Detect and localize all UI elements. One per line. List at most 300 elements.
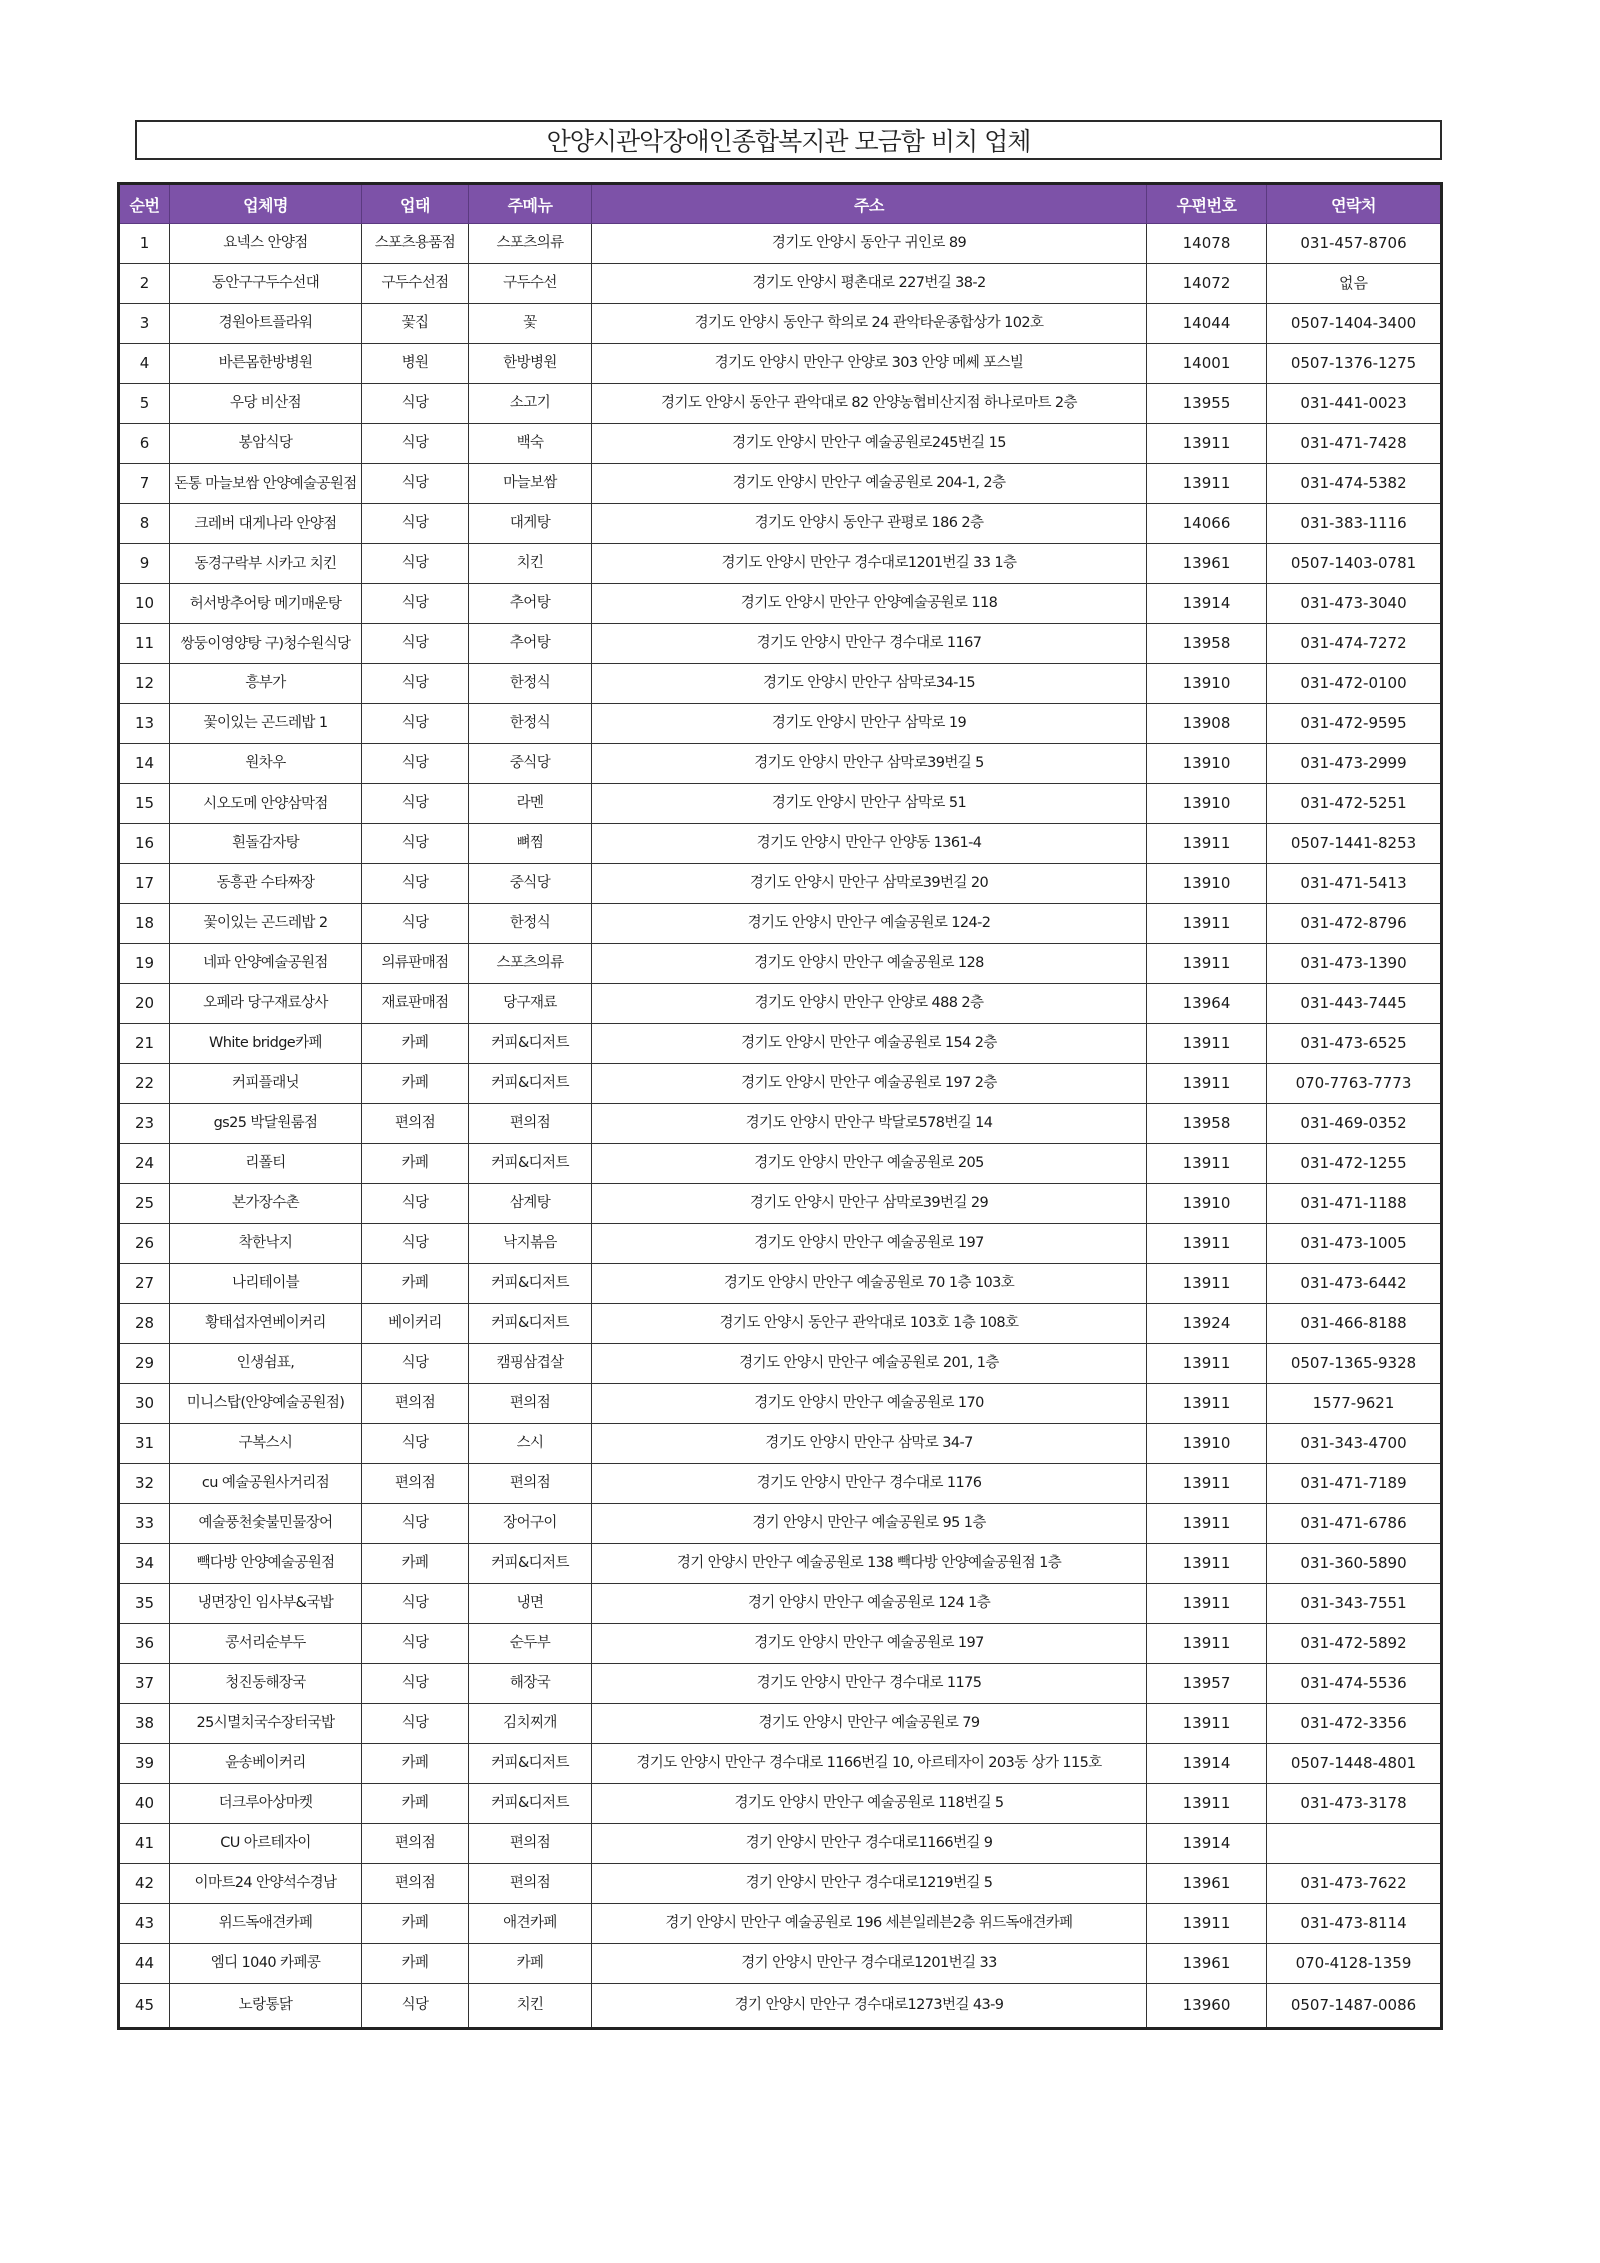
cell-menu: 순두부 [469,1624,592,1664]
table-row [119,264,1442,304]
cell-zip: 14066 [1147,504,1267,544]
cell-address: 경기도 안양시 만안구 예술공원로 205 [592,1144,1147,1184]
cell-type: 식당 [362,624,469,664]
cell-phone: 031-383-1116 [1267,504,1442,544]
document-title: 안양시관악장애인종합복지관 모금함 비치 업체 [135,120,1442,160]
cell-address: 경기도 안양시 만안구 삼막로39번길 5 [592,744,1147,784]
cell-name: 흥부가 [170,664,362,704]
cell-no: 6 [119,424,170,464]
cell-type: 구두수선점 [362,264,469,304]
cell-address: 경기 안양시 만안구 경수대로1273번길 43-9 [592,1984,1147,2029]
cell-type: 베이커리 [362,1304,469,1344]
cell-no: 4 [119,344,170,384]
cell-type: 식당 [362,464,469,504]
cell-address: 경기 안양시 만안구 예술공원로 196 세븐일레븐2층 위드독애견카페 [592,1904,1147,1944]
cell-phone: 031-360-5890 [1267,1544,1442,1584]
cell-phone: 031-472-0100 [1267,664,1442,704]
cell-address: 경기도 안양시 만안구 예술공원로 154 2층 [592,1024,1147,1064]
cell-no: 12 [119,664,170,704]
cell-address: 경기도 안양시 만안구 예술공원로 118번길 5 [592,1784,1147,1824]
table-row [119,1624,1442,1664]
cell-phone: 031-471-7189 [1267,1464,1442,1504]
table-row [119,1744,1442,1784]
cell-type: 식당 [362,584,469,624]
cell-phone: 031-473-6442 [1267,1264,1442,1304]
cell-type: 식당 [362,1624,469,1664]
cell-menu: 라멘 [469,784,592,824]
cell-menu: 커피&디저트 [469,1264,592,1304]
cell-no: 15 [119,784,170,824]
cell-name: 동경구락부 시카고 치킨 [170,544,362,584]
cell-zip: 13914 [1147,1744,1267,1784]
cell-no: 41 [119,1824,170,1864]
cell-address: 경기도 안양시 만안구 예술공원로 201, 1층 [592,1344,1147,1384]
cell-type: 편의점 [362,1824,469,1864]
cell-name: 동안구구두수선대 [170,264,362,304]
cell-phone: 없음 [1267,264,1442,304]
cell-menu: 커피&디저트 [469,1784,592,1824]
cell-address: 경기도 안양시 만안구 예술공원로 128 [592,944,1147,984]
table-row [119,704,1442,744]
table-row [119,744,1442,784]
cell-name: 우당 비산점 [170,384,362,424]
cell-type: 카페 [362,1064,469,1104]
cell-type: 병원 [362,344,469,384]
cell-address: 경기도 안양시 만안구 안양동 1361-4 [592,824,1147,864]
table-row [119,1864,1442,1904]
cell-phone: 0507-1403-0781 [1267,544,1442,584]
cell-address: 경기도 안양시 만안구 안양로 488 2층 [592,984,1147,1024]
column-header-zip: 우편번호 [1147,184,1267,224]
cell-type: 식당 [362,1424,469,1464]
cell-zip: 13911 [1147,1704,1267,1744]
cell-zip: 13958 [1147,1104,1267,1144]
cell-zip: 13911 [1147,424,1267,464]
table-row [119,1904,1442,1944]
column-header-phone: 연락처 [1267,184,1442,224]
cell-zip: 13911 [1147,1784,1267,1824]
cell-type: 편의점 [362,1864,469,1904]
cell-zip: 13911 [1147,1464,1267,1504]
cell-name: 리폴티 [170,1144,362,1184]
cell-menu: 커피&디저트 [469,1544,592,1584]
table-row [119,1504,1442,1544]
cell-phone: 031-474-5536 [1267,1664,1442,1704]
cell-type: 카페 [362,1944,469,1984]
cell-zip: 13910 [1147,1424,1267,1464]
cell-no: 19 [119,944,170,984]
cell-name: 미니스탑(안양예술공원점) [170,1384,362,1424]
cell-menu: 구두수선 [469,264,592,304]
cell-phone: 0507-1441-8253 [1267,824,1442,864]
cell-phone: 0507-1404-3400 [1267,304,1442,344]
cell-menu: 편의점 [469,1864,592,1904]
cell-type: 식당 [362,824,469,864]
cell-no: 42 [119,1864,170,1904]
cell-type: 식당 [362,864,469,904]
cell-menu: 치킨 [469,1984,592,2029]
cell-type: 스포츠용품점 [362,224,469,264]
table-row [119,1304,1442,1344]
cell-name: 크레버 대게나라 안양점 [170,504,362,544]
cell-address: 경기도 안양시 동안구 학의로 24 관악타운종합상가 102호 [592,304,1147,344]
cell-phone: 031-466-8188 [1267,1304,1442,1344]
table-row [119,424,1442,464]
table-header-row [119,184,1442,224]
cell-name: 구복스시 [170,1424,362,1464]
cell-zip: 13908 [1147,704,1267,744]
cell-phone: 031-473-7622 [1267,1864,1442,1904]
cell-phone: 031-472-5251 [1267,784,1442,824]
cell-address: 경기도 안양시 만안구 삼막로 51 [592,784,1147,824]
cell-address: 경기도 안양시 만안구 삼막로39번길 20 [592,864,1147,904]
cell-menu: 스시 [469,1424,592,1464]
cell-menu: 커피&디저트 [469,1064,592,1104]
cell-name: 빽다방 안양예술공원점 [170,1544,362,1584]
cell-phone: 031-474-5382 [1267,464,1442,504]
cell-no: 20 [119,984,170,1024]
cell-address: 경기도 안양시 만안구 예술공원로 170 [592,1384,1147,1424]
table-row [119,344,1442,384]
cell-type: 재료판매점 [362,984,469,1024]
cell-name: 꽃이있는 곤드레밥 2 [170,904,362,944]
table-row [119,224,1442,264]
cell-no: 36 [119,1624,170,1664]
cell-name: 엠디 1040 카페콩 [170,1944,362,1984]
table-row [119,1824,1442,1864]
cell-menu: 편의점 [469,1824,592,1864]
cell-menu: 애견카페 [469,1904,592,1944]
cell-no: 14 [119,744,170,784]
table-row [119,304,1442,344]
cell-zip: 13911 [1147,1624,1267,1664]
cell-no: 7 [119,464,170,504]
table-row [119,944,1442,984]
vendor-table [117,182,1443,2030]
cell-address: 경기도 안양시 만안구 예술공원로 197 [592,1224,1147,1264]
cell-type: 식당 [362,784,469,824]
cell-type: 의류판매점 [362,944,469,984]
cell-name: 요넥스 안양점 [170,224,362,264]
cell-no: 39 [119,1744,170,1784]
table-row [119,1984,1442,2029]
cell-phone: 0507-1365-9328 [1267,1344,1442,1384]
table-row [119,1184,1442,1224]
cell-menu: 추어탕 [469,584,592,624]
cell-address: 경기도 안양시 만안구 박달로578번길 14 [592,1104,1147,1144]
cell-zip: 14072 [1147,264,1267,304]
cell-zip: 13961 [1147,544,1267,584]
cell-phone: 031-473-3040 [1267,584,1442,624]
cell-name: 콩서리순부두 [170,1624,362,1664]
cell-name: 바른몸한방병원 [170,344,362,384]
table-row [119,1664,1442,1704]
cell-zip: 13958 [1147,624,1267,664]
cell-name: 25시멸치국수장터국밥 [170,1704,362,1744]
cell-address: 경기 안양시 만안구 예술공원로 124 1층 [592,1584,1147,1624]
cell-address: 경기 안양시 만안구 경수대로1201번길 33 [592,1944,1147,1984]
cell-phone: 031-343-4700 [1267,1424,1442,1464]
cell-zip: 13911 [1147,904,1267,944]
cell-no: 26 [119,1224,170,1264]
cell-name: 커피플래닛 [170,1064,362,1104]
cell-zip: 13911 [1147,1504,1267,1544]
cell-name: 예술풍천숯불민물장어 [170,1504,362,1544]
cell-zip: 13914 [1147,1824,1267,1864]
table-row [119,1384,1442,1424]
cell-name: cu 예술공원사거리점 [170,1464,362,1504]
cell-no: 1 [119,224,170,264]
column-header-name: 업체명 [170,184,362,224]
cell-address: 경기도 안양시 만안구 예술공원로 197 2층 [592,1064,1147,1104]
cell-name: 흰돌감자탕 [170,824,362,864]
cell-no: 3 [119,304,170,344]
table-row [119,784,1442,824]
table-row [119,1584,1442,1624]
cell-phone: 0507-1487-0086 [1267,1984,1442,2029]
cell-type: 카페 [362,1784,469,1824]
cell-name: White bridge카페 [170,1024,362,1064]
table-row [119,624,1442,664]
cell-zip: 13924 [1147,1304,1267,1344]
cell-address: 경기도 안양시 만안구 경수대로 1175 [592,1664,1147,1704]
cell-menu: 해장국 [469,1664,592,1704]
cell-name: 노랑통닭 [170,1984,362,2029]
cell-no: 43 [119,1904,170,1944]
cell-name: 오페라 당구재료상사 [170,984,362,1024]
cell-address: 경기도 안양시 만안구 경수대로 1167 [592,624,1147,664]
cell-zip: 13911 [1147,1344,1267,1384]
column-header-type: 업태 [362,184,469,224]
cell-menu: 마늘보쌈 [469,464,592,504]
cell-zip: 13911 [1147,1024,1267,1064]
cell-no: 11 [119,624,170,664]
cell-address: 경기도 안양시 만안구 예술공원로 79 [592,1704,1147,1744]
cell-no: 24 [119,1144,170,1184]
cell-zip: 13911 [1147,1584,1267,1624]
cell-zip: 13911 [1147,464,1267,504]
table-row [119,464,1442,504]
cell-address: 경기도 안양시 만안구 안양로 303 안양 메쎄 포스빌 [592,344,1147,384]
cell-name: 경원아트플라워 [170,304,362,344]
cell-menu: 편의점 [469,1384,592,1424]
cell-phone: 031-471-1188 [1267,1184,1442,1224]
cell-no: 9 [119,544,170,584]
cell-zip: 14001 [1147,344,1267,384]
cell-menu: 카페 [469,1944,592,1984]
cell-phone: 070-7763-7773 [1267,1064,1442,1104]
cell-phone: 031-473-6525 [1267,1024,1442,1064]
cell-type: 식당 [362,1664,469,1704]
cell-menu: 낙지볶음 [469,1224,592,1264]
cell-menu: 한정식 [469,904,592,944]
cell-no: 45 [119,1984,170,2029]
cell-zip: 13911 [1147,1904,1267,1944]
cell-no: 21 [119,1024,170,1064]
table-row [119,1344,1442,1384]
cell-name: 봉암식당 [170,424,362,464]
cell-name: 본가장수촌 [170,1184,362,1224]
cell-menu: 소고기 [469,384,592,424]
cell-address: 경기도 안양시 만안구 경수대로1201번길 33 1층 [592,544,1147,584]
cell-no: 2 [119,264,170,304]
cell-type: 카페 [362,1264,469,1304]
cell-phone: 031-474-7272 [1267,624,1442,664]
cell-no: 16 [119,824,170,864]
column-header-no: 순번 [119,184,170,224]
cell-zip: 13960 [1147,1984,1267,2029]
cell-no: 35 [119,1584,170,1624]
cell-no: 13 [119,704,170,744]
cell-name: 인생쉼표, [170,1344,362,1384]
table-row [119,1544,1442,1584]
cell-no: 29 [119,1344,170,1384]
cell-address: 경기도 안양시 동안구 관평로 186 2층 [592,504,1147,544]
table-row [119,904,1442,944]
cell-type: 식당 [362,664,469,704]
table-row [119,1264,1442,1304]
cell-phone: 031-471-6786 [1267,1504,1442,1544]
cell-phone: 031-473-3178 [1267,1784,1442,1824]
cell-name: 돈통 마늘보쌈 안양예술공원점 [170,464,362,504]
cell-menu: 커피&디저트 [469,1744,592,1784]
table-row [119,1224,1442,1264]
cell-name: 착한낙지 [170,1224,362,1264]
cell-address: 경기도 안양시 만안구 삼막로39번길 29 [592,1184,1147,1224]
cell-phone: 031-472-9595 [1267,704,1442,744]
cell-zip: 13961 [1147,1944,1267,1984]
cell-address: 경기도 안양시 만안구 삼막로 34-7 [592,1424,1147,1464]
cell-menu: 뼈찜 [469,824,592,864]
cell-menu: 치킨 [469,544,592,584]
cell-address: 경기도 안양시 동안구 귀인로 89 [592,224,1147,264]
cell-no: 22 [119,1064,170,1104]
cell-address: 경기도 안양시 만안구 예술공원로 124-2 [592,904,1147,944]
cell-no: 40 [119,1784,170,1824]
table-row [119,1784,1442,1824]
cell-no: 23 [119,1104,170,1144]
cell-menu: 스포츠의류 [469,944,592,984]
cell-address: 경기도 안양시 동안구 관악대로 103호 1층 108호 [592,1304,1147,1344]
cell-name: 원차우 [170,744,362,784]
cell-type: 식당 [362,1984,469,2029]
table-row [119,1424,1442,1464]
cell-menu: 스포츠의류 [469,224,592,264]
cell-no: 32 [119,1464,170,1504]
cell-phone: 0507-1448-4801 [1267,1744,1442,1784]
table-row [119,504,1442,544]
table-row [119,864,1442,904]
cell-no: 18 [119,904,170,944]
cell-phone: 031-472-8796 [1267,904,1442,944]
cell-zip: 13911 [1147,1264,1267,1304]
cell-address: 경기도 안양시 만안구 예술공원로 197 [592,1624,1147,1664]
cell-address: 경기 안양시 만안구 예술공원로 95 1층 [592,1504,1147,1544]
cell-address: 경기도 안양시 만안구 안양예술공원로 118 [592,584,1147,624]
cell-name: 시오도메 안양삼막점 [170,784,362,824]
cell-no: 27 [119,1264,170,1304]
cell-phone: 031-473-1005 [1267,1224,1442,1264]
cell-no: 25 [119,1184,170,1224]
cell-type: 식당 [362,384,469,424]
cell-no: 33 [119,1504,170,1544]
cell-name: CU 아르테자이 [170,1824,362,1864]
cell-menu: 꽃 [469,304,592,344]
cell-phone: 031-472-1255 [1267,1144,1442,1184]
cell-no: 37 [119,1664,170,1704]
cell-name: 윤송베이커리 [170,1744,362,1784]
cell-address: 경기도 안양시 만안구 예술공원로245번길 15 [592,424,1147,464]
cell-name: 냉면장인 임사부&국밥 [170,1584,362,1624]
cell-zip: 13914 [1147,584,1267,624]
cell-menu: 커피&디저트 [469,1024,592,1064]
cell-name: 네파 안양예술공원점 [170,944,362,984]
cell-phone: 031-443-7445 [1267,984,1442,1024]
cell-phone: 031-472-5892 [1267,1624,1442,1664]
cell-no: 38 [119,1704,170,1744]
cell-zip: 14044 [1147,304,1267,344]
cell-menu: 한정식 [469,704,592,744]
cell-name: 이마트24 안양석수경남 [170,1864,362,1904]
cell-type: 카페 [362,1744,469,1784]
cell-no: 17 [119,864,170,904]
cell-address: 경기도 안양시 평촌대로 227번길 38-2 [592,264,1147,304]
table-row [119,1024,1442,1064]
cell-type: 꽃집 [362,304,469,344]
cell-zip: 13910 [1147,744,1267,784]
cell-type: 식당 [362,1704,469,1744]
cell-type: 식당 [362,1584,469,1624]
cell-zip: 13910 [1147,1184,1267,1224]
cell-address: 경기도 안양시 만안구 예술공원로 70 1층 103호 [592,1264,1147,1304]
cell-phone: 031-472-3356 [1267,1704,1442,1744]
cell-phone: 031-473-2999 [1267,744,1442,784]
cell-phone [1267,1824,1442,1864]
cell-zip: 13910 [1147,664,1267,704]
cell-type: 식당 [362,1344,469,1384]
cell-name: 쌍둥이영양탕 구)청수원식당 [170,624,362,664]
cell-menu: 편의점 [469,1104,592,1144]
cell-no: 34 [119,1544,170,1584]
cell-type: 카페 [362,1024,469,1064]
table-row [119,1704,1442,1744]
cell-phone: 031-471-7428 [1267,424,1442,464]
cell-type: 식당 [362,744,469,784]
cell-phone: 031-471-5413 [1267,864,1442,904]
cell-no: 31 [119,1424,170,1464]
cell-zip: 13911 [1147,1144,1267,1184]
cell-phone: 1577-9621 [1267,1384,1442,1424]
cell-zip: 13961 [1147,1864,1267,1904]
table-row [119,1464,1442,1504]
cell-name: 청진동해장국 [170,1664,362,1704]
cell-type: 식당 [362,704,469,744]
table-row [119,1064,1442,1104]
cell-name: 황태섭자연베이커리 [170,1304,362,1344]
cell-phone: 031-441-0023 [1267,384,1442,424]
cell-zip: 13955 [1147,384,1267,424]
cell-menu: 한방병원 [469,344,592,384]
cell-name: 동흥관 수타짜장 [170,864,362,904]
cell-no: 5 [119,384,170,424]
cell-zip: 13964 [1147,984,1267,1024]
cell-menu: 대게탕 [469,504,592,544]
table-row [119,1944,1442,1984]
cell-type: 카페 [362,1904,469,1944]
cell-menu: 삼계탕 [469,1184,592,1224]
cell-address: 경기 안양시 만안구 경수대로1166번길 9 [592,1824,1147,1864]
table-row [119,544,1442,584]
